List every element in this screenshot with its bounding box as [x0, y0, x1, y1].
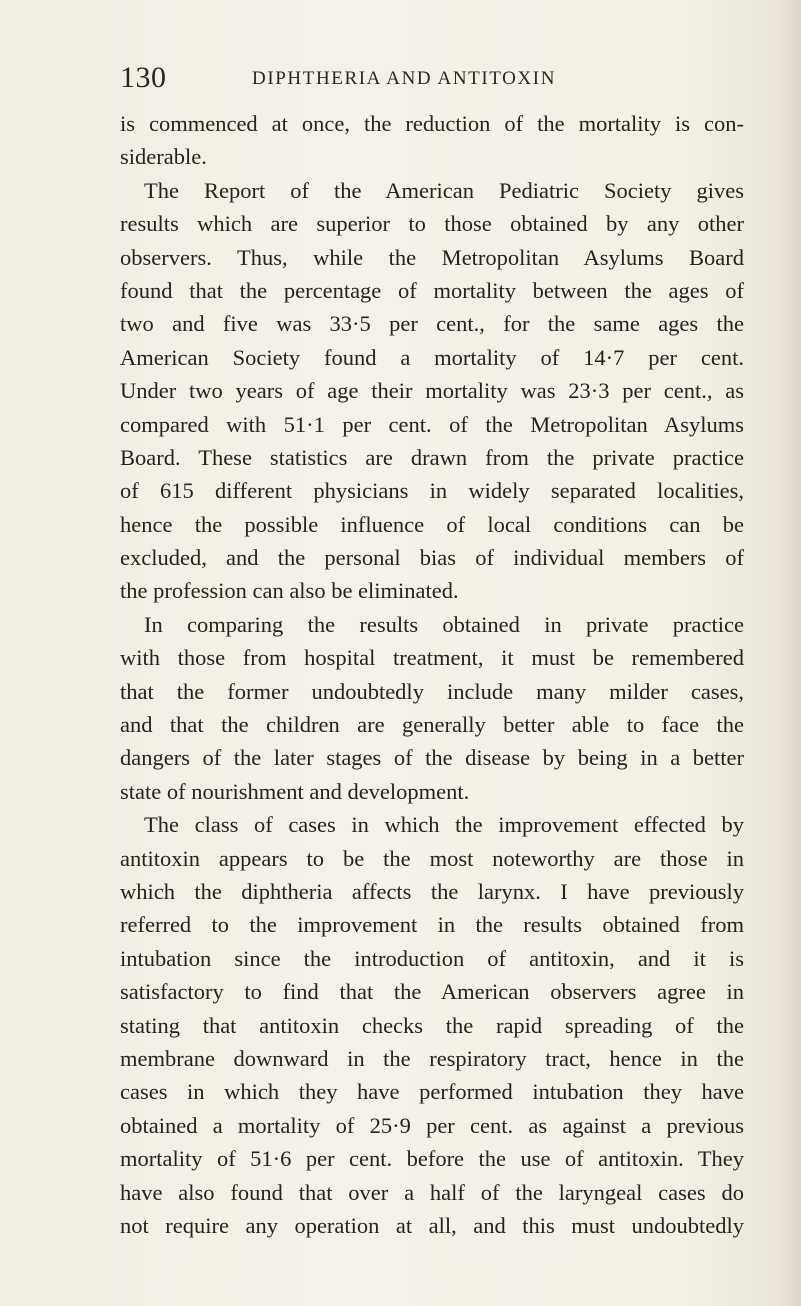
text-line: which the diphtheria affects the larynx. I have previously [120, 878, 744, 904]
text-line: state of nourishment and development. [120, 778, 470, 804]
text-line: that the former undoubtedly include many milder cases, [120, 678, 744, 704]
text-line: membrane downward in the respiratory tract, hence in the [120, 1045, 744, 1071]
running-head: DIPHTHERIA AND ANTITOXIN [252, 68, 557, 89]
text-line: satisfactory to find that the American observers agree in [120, 979, 744, 1005]
text-line: found that the percentage of mortality between the ages of [120, 277, 744, 303]
text-line: results which are superior to those obtained by any other [120, 211, 744, 237]
text-line: stating that antitoxin checks the rapid spreading of the [120, 1012, 744, 1038]
paragraph [120, 608, 744, 808]
paragraph [120, 107, 744, 174]
text-line: intubation since the introduction of antitoxin, and it is [120, 945, 744, 971]
text-line: referred to the improvement in the results obtained from [120, 912, 744, 938]
paragraph [120, 808, 744, 1242]
text-line: and that the children are generally better able to face the [120, 712, 744, 738]
body-text [120, 107, 744, 1242]
text-line: with those from hospital treatment, it must be remembered [120, 645, 744, 671]
text-line: observers. Thus, while the Metropolitan Asylums Board [120, 244, 744, 270]
page-header [120, 58, 740, 98]
page-number: 130 [120, 61, 167, 94]
text-line: antitoxin appears to be the most noteworthy are those in [120, 845, 744, 871]
text-line: The class of cases in which the improvement effected by [144, 812, 744, 838]
text-line: obtained a mortality of 25·9 per cent. as against a previous [120, 1112, 744, 1138]
text-line: mortality of 51·6 per cent. before the use of antitoxin. They [120, 1146, 744, 1172]
text-line: dangers of the later stages of the disease by being in a better [120, 745, 744, 771]
text-line: of 615 different physicians in widely separated localities, [120, 478, 744, 504]
text-line: hence the possible influence of local conditions can be [120, 511, 744, 537]
paragraph [120, 174, 744, 608]
text-line: excluded, and the personal bias of individual members of [120, 545, 744, 571]
text-line: have also found that over a half of the laryngeal cases do [120, 1179, 744, 1205]
text-line: not require any operation at all, and this must undoubtedly [120, 1212, 744, 1238]
text-line: American Society found a mortality of 14·7 per cent. [120, 344, 744, 370]
text-line: siderable. [120, 144, 207, 170]
text-line: Under two years of age their mortality was 23·3 per cent., as [120, 378, 744, 404]
text-line: compared with 51·1 per cent. of the Metropolitan Asylums [120, 411, 744, 437]
text-line: cases in which they have performed intubation they have [120, 1079, 744, 1105]
text-line: The Report of the American Pediatric Society gives [144, 177, 744, 203]
text-line: Board. These statistics are drawn from the private practice [120, 444, 744, 470]
text-line: In comparing the results obtained in private practice [144, 611, 744, 637]
text-line: the profession can also be eliminated. [120, 578, 459, 604]
text-line: two and five was 33·5 per cent., for the same ages the [120, 311, 744, 337]
text-line: is commenced at once, the reduction of the mortality is con- [120, 111, 744, 136]
